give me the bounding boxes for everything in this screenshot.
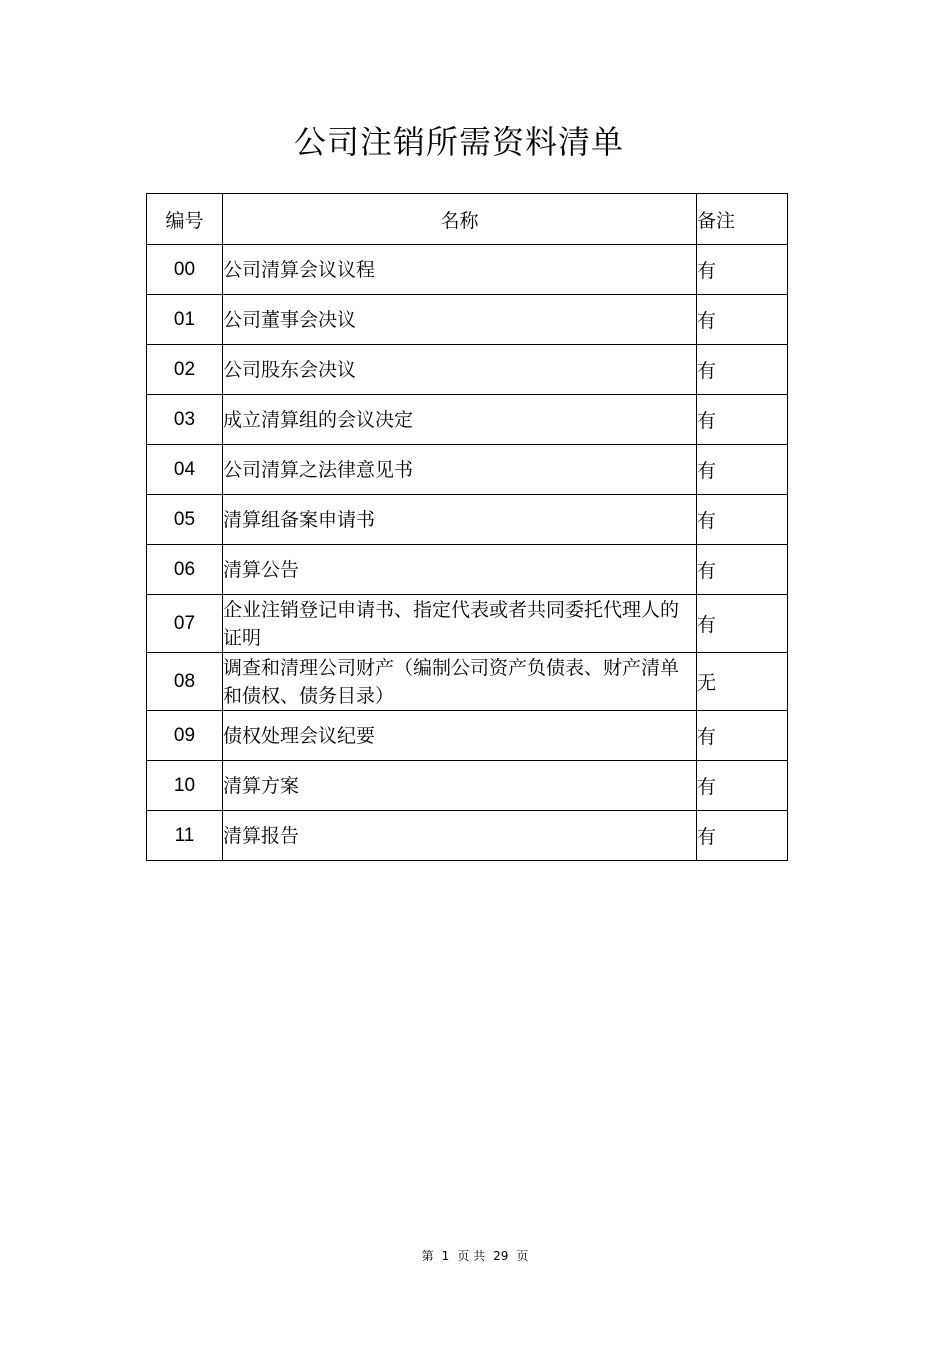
row-number: 09 <box>147 711 223 761</box>
row-note: 有 <box>697 761 788 811</box>
table-header-row <box>147 194 788 245</box>
row-note: 有 <box>697 711 788 761</box>
row-number: 03 <box>147 395 223 445</box>
footer-middle: 页 共 <box>457 1249 486 1263</box>
row-name: 成立清算组的会议决定 <box>223 395 697 445</box>
table-row <box>147 595 788 653</box>
table-row <box>147 495 788 545</box>
page-title: 公司注销所需资料清单 <box>293 123 624 161</box>
row-note: 有 <box>697 345 788 395</box>
row-number: 00 <box>147 245 223 295</box>
row-name: 公司清算之法律意见书 <box>223 445 697 495</box>
row-number: 11 <box>147 811 223 861</box>
row-name: 公司董事会决议 <box>223 295 697 345</box>
row-note: 有 <box>697 245 788 295</box>
row-note: 有 <box>697 495 788 545</box>
row-name: 调查和清理公司财产（编制公司资产负债表、财产清单和债权、债务目录） <box>223 653 697 711</box>
row-note: 有 <box>697 445 788 495</box>
row-number: 02 <box>147 345 223 395</box>
table-row <box>147 245 788 295</box>
row-number: 06 <box>147 545 223 595</box>
header-note: 备注 <box>697 194 788 245</box>
table-row <box>147 761 788 811</box>
row-note: 有 <box>697 595 788 653</box>
table-row <box>147 345 788 395</box>
footer-current-page: 1 <box>441 1249 450 1263</box>
table-row <box>147 711 788 761</box>
row-number: 10 <box>147 761 223 811</box>
table-row <box>147 395 788 445</box>
row-number: 05 <box>147 495 223 545</box>
table-row <box>147 545 788 595</box>
row-name: 清算公告 <box>223 545 697 595</box>
page-footer <box>0 1247 950 1264</box>
footer-suffix: 页 <box>516 1249 529 1263</box>
footer-prefix: 第 <box>421 1249 434 1263</box>
row-note: 无 <box>697 653 788 711</box>
row-note: 有 <box>697 395 788 445</box>
row-note: 有 <box>697 545 788 595</box>
row-name: 公司股东会决议 <box>223 345 697 395</box>
row-name: 清算组备案申请书 <box>223 495 697 545</box>
row-name: 公司清算会议议程 <box>223 245 697 295</box>
row-name: 债权处理会议纪要 <box>223 711 697 761</box>
footer-total-pages: 29 <box>493 1249 509 1263</box>
header-name: 名称 <box>223 194 697 245</box>
table-row <box>147 295 788 345</box>
materials-table <box>146 193 788 861</box>
table-row <box>147 445 788 495</box>
row-note: 有 <box>697 811 788 861</box>
row-name: 清算报告 <box>223 811 697 861</box>
row-name: 清算方案 <box>223 761 697 811</box>
row-name: 企业注销登记申请书、指定代表或者共同委托代理人的证明 <box>223 595 697 653</box>
header-number: 编号 <box>147 194 223 245</box>
row-number: 01 <box>147 295 223 345</box>
table-row <box>147 811 788 861</box>
row-number: 07 <box>147 595 223 653</box>
row-number: 08 <box>147 653 223 711</box>
row-number: 04 <box>147 445 223 495</box>
row-note: 有 <box>697 295 788 345</box>
table-row <box>147 653 788 711</box>
